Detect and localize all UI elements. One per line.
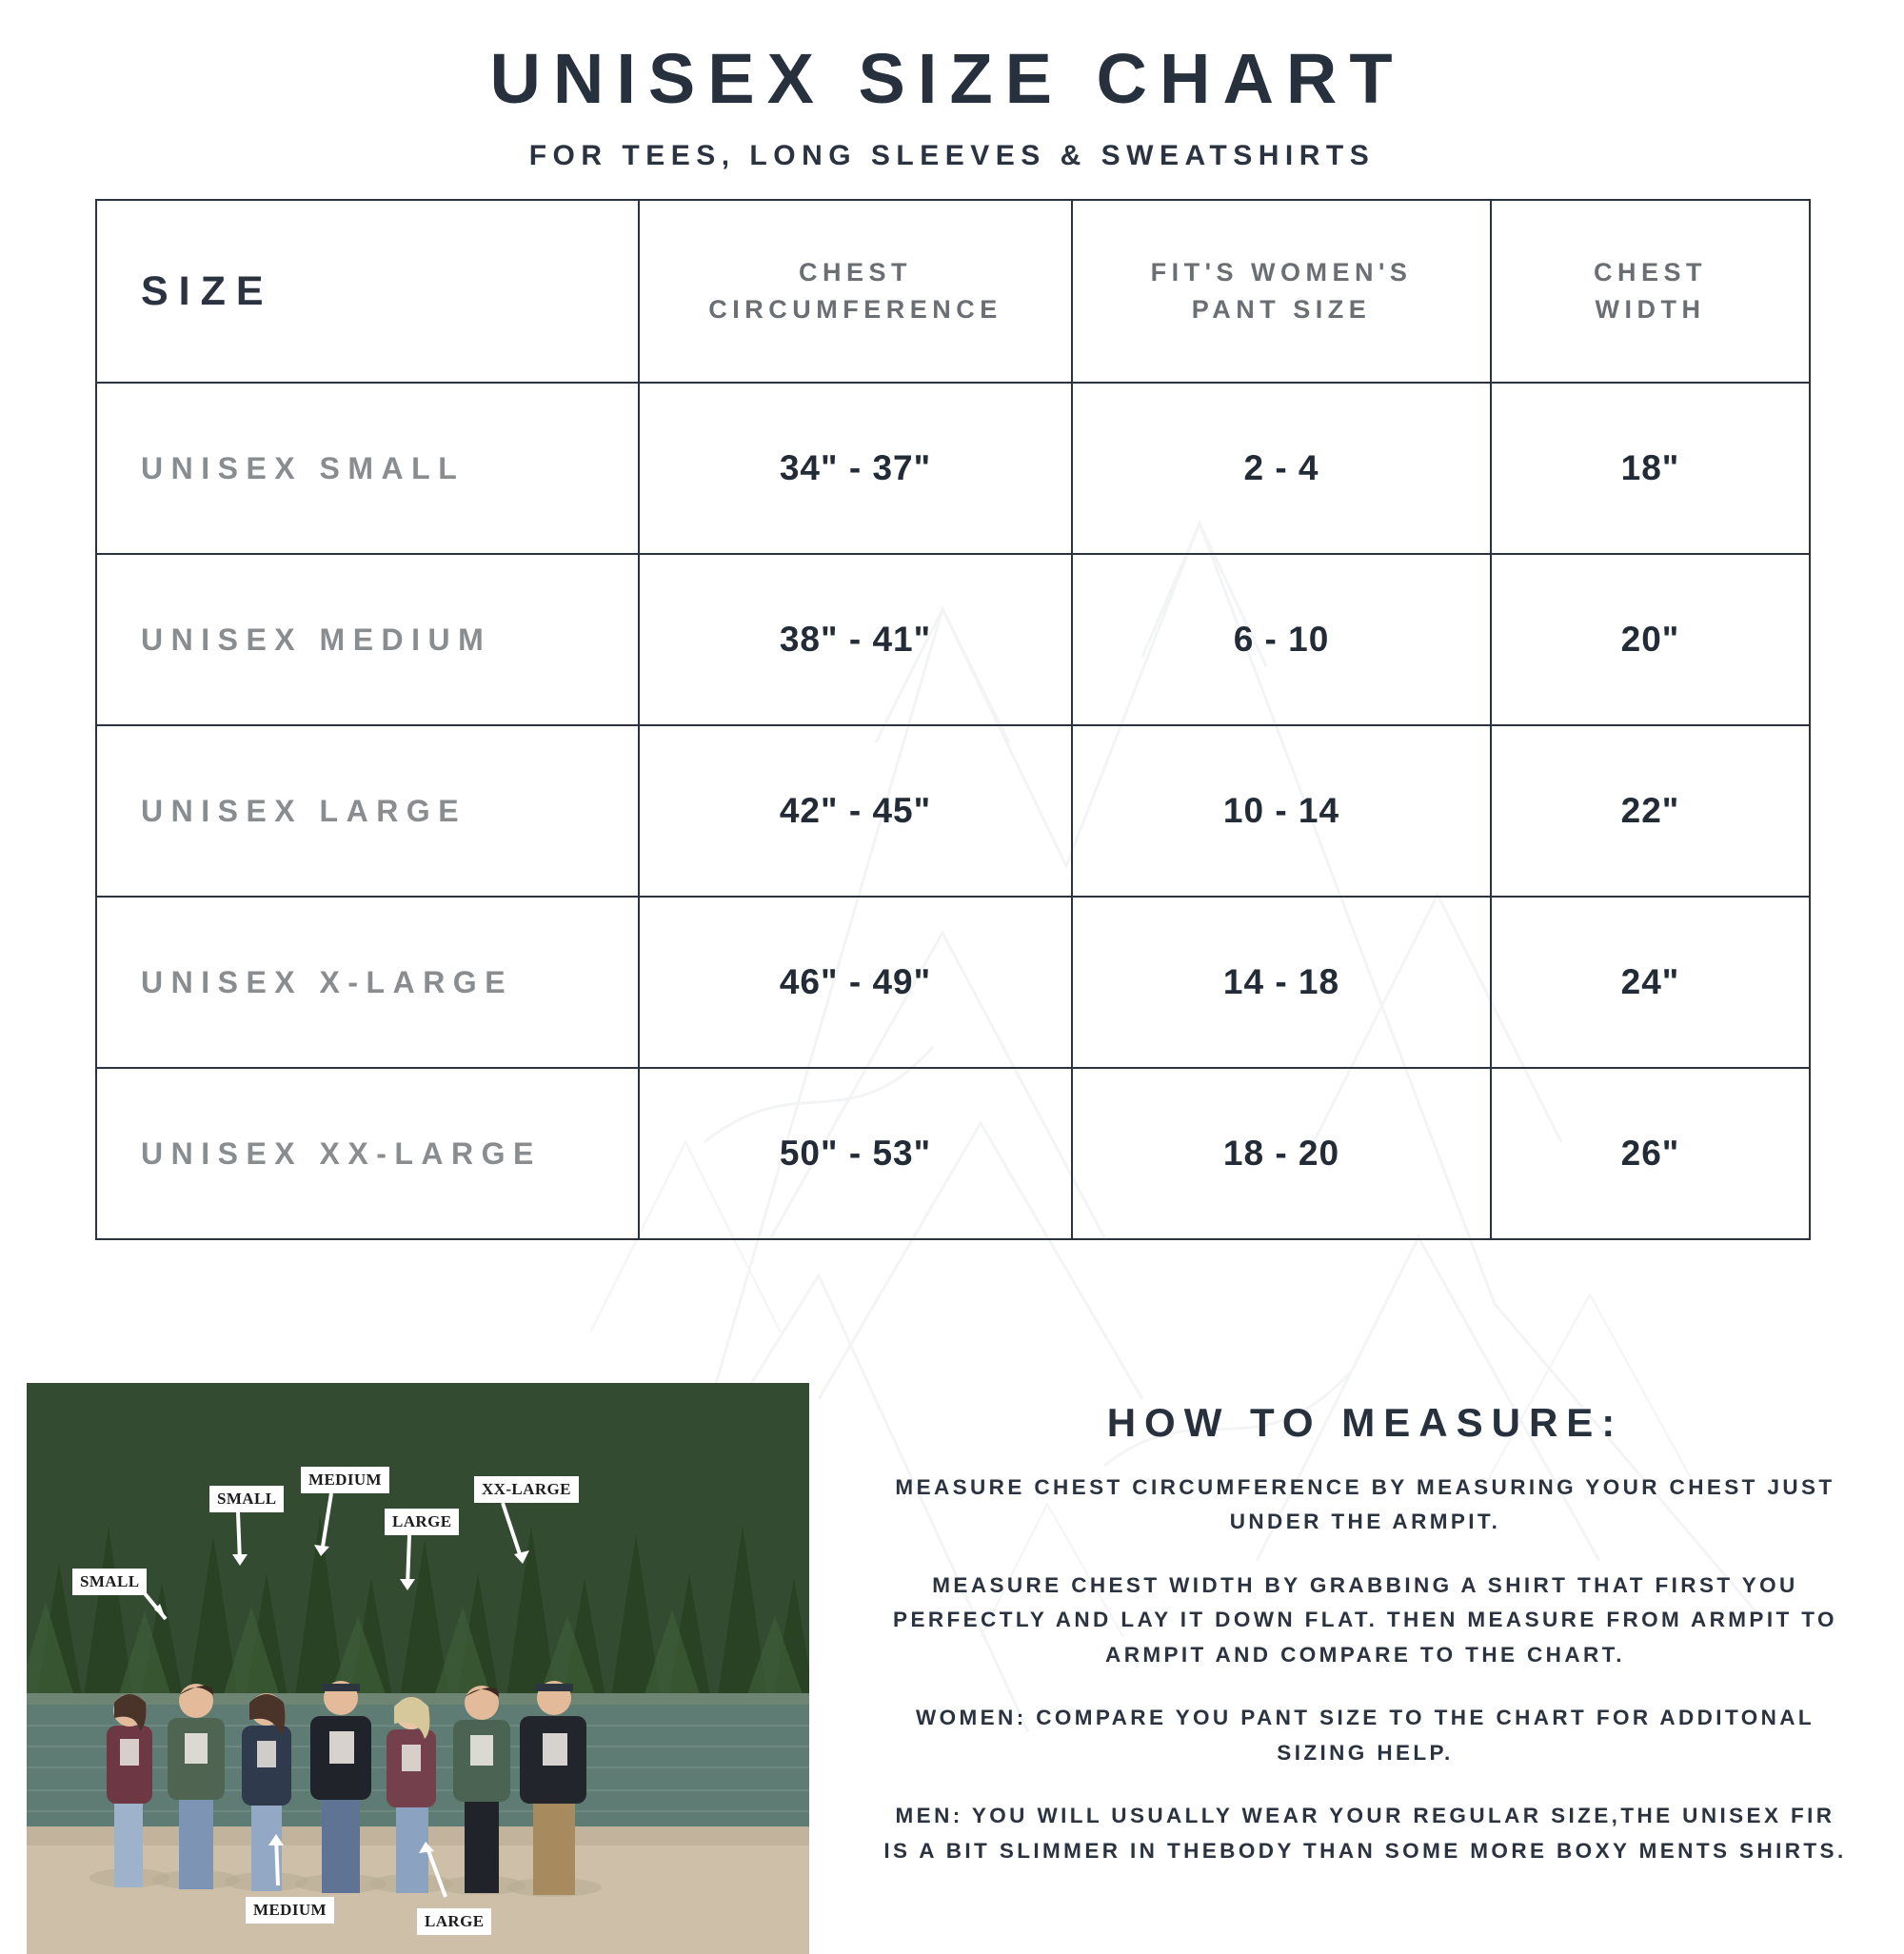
how-to-measure-title: HOW TO MEASURE: (1106, 1400, 1624, 1445)
how-to-paragraph-4: MEN: YOU WILL USUALLY WEAR YOUR REGULAR SIZE,THE UNISEX FIR IS A BIT SLIMMER IN THEBODY THAN SOME MORE BOXY MENTS SHIRTS. (883, 1804, 1847, 1863)
cell-chest-width: 22" (1491, 725, 1810, 897)
cell-chest-circumference: 42" - 45" (639, 725, 1072, 897)
photo-label-medium-1: MEDIUM (301, 1467, 389, 1493)
column-header-chest-circumference-line2: CIRCUMFERENCE (708, 295, 1002, 324)
cell-size: UNISEX LARGE (96, 725, 639, 897)
cell-size: UNISEX X-LARGE (96, 897, 639, 1068)
column-header-chest-width-line1: CHEST (1593, 257, 1707, 286)
column-header-womens-pant-size-line1: FIT'S WOMEN'S (1150, 257, 1413, 286)
photo-label-large-2: LARGE (417, 1908, 491, 1935)
table-row (96, 897, 1810, 1068)
group-photo (27, 1383, 809, 1954)
cell-chest-circumference: 46" - 49" (639, 897, 1072, 1068)
table-row (96, 725, 1810, 897)
column-header-size: SIZE (96, 200, 639, 383)
photo-label-large-1: LARGE (385, 1509, 459, 1535)
column-header-chest-width (1491, 200, 1810, 383)
how-to-measure-section (845, 1383, 1904, 1897)
photo-label-medium-2: MEDIUM (246, 1897, 334, 1924)
cell-chest-width: 20" (1491, 554, 1810, 725)
photo-column (0, 1383, 845, 1954)
cell-size: UNISEX XX-LARGE (96, 1068, 639, 1239)
cell-size: UNISEX MEDIUM (96, 554, 639, 725)
cell-pant-size: 2 - 4 (1072, 383, 1491, 554)
photo-label-xx-large: XX-LARGE (474, 1476, 579, 1503)
how-to-paragraph-2: MEASURE CHEST WIDTH BY GRABBING A SHIRT THAT FIRST YOU PERFECTLY AND LAY IT DOWN FLAT. THEN MEASURE FROM ARMPIT TO ARMPIT AND COMPARE TO THE CHART. (893, 1572, 1837, 1667)
cell-chest-width: 24" (1491, 897, 1810, 1068)
cell-pant-size: 14 - 18 (1072, 897, 1491, 1068)
size-chart-table (95, 199, 1811, 1240)
page-subtitle: FOR TEES, LONG SLEEVES & SWEATSHIRTS (528, 140, 1376, 171)
size-chart-table-wrap (95, 199, 1809, 1240)
bottom-section (0, 1383, 1904, 1954)
table-header-row (96, 200, 1810, 383)
cell-chest-width: 26" (1491, 1068, 1810, 1239)
table-row (96, 554, 1810, 725)
cell-size: UNISEX SMALL (96, 383, 639, 554)
table-row (96, 1068, 1810, 1239)
group-photo-illustration (27, 1383, 809, 1954)
cell-pant-size: 18 - 20 (1072, 1068, 1491, 1239)
cell-pant-size: 10 - 14 (1072, 725, 1491, 897)
cell-chest-circumference: 34" - 37" (639, 383, 1072, 554)
column-header-womens-pant-size-line2: PANT SIZE (1191, 295, 1372, 324)
page-title: UNISEX SIZE CHART (489, 39, 1405, 118)
table-row (96, 383, 1810, 554)
photo-label-small-2: SMALL (209, 1486, 284, 1512)
column-header-chest-circumference-line1: CHEST (798, 257, 912, 286)
column-header-chest-width-line2: WIDTH (1595, 295, 1706, 324)
how-to-paragraph-1: MEASURE CHEST CIRCUMFERENCE BY MEASURING YOUR CHEST JUST UNDER THE ARMPIT. (895, 1475, 1835, 1534)
cell-pant-size: 6 - 10 (1072, 554, 1491, 725)
cell-chest-width: 18" (1491, 383, 1810, 554)
cell-chest-circumference: 38" - 41" (639, 554, 1072, 725)
cell-chest-circumference: 50" - 53" (639, 1068, 1072, 1239)
how-to-paragraph-3: WOMEN: COMPARE YOU PANT SIZE TO THE CHART FOR ADDITONAL SIZING HELP. (915, 1706, 1815, 1765)
photo-label-small-1: SMALL (72, 1569, 147, 1595)
column-header-womens-pant-size (1072, 200, 1491, 383)
column-header-chest-circumference (639, 200, 1072, 383)
size-chart-page (0, 38, 1904, 1942)
